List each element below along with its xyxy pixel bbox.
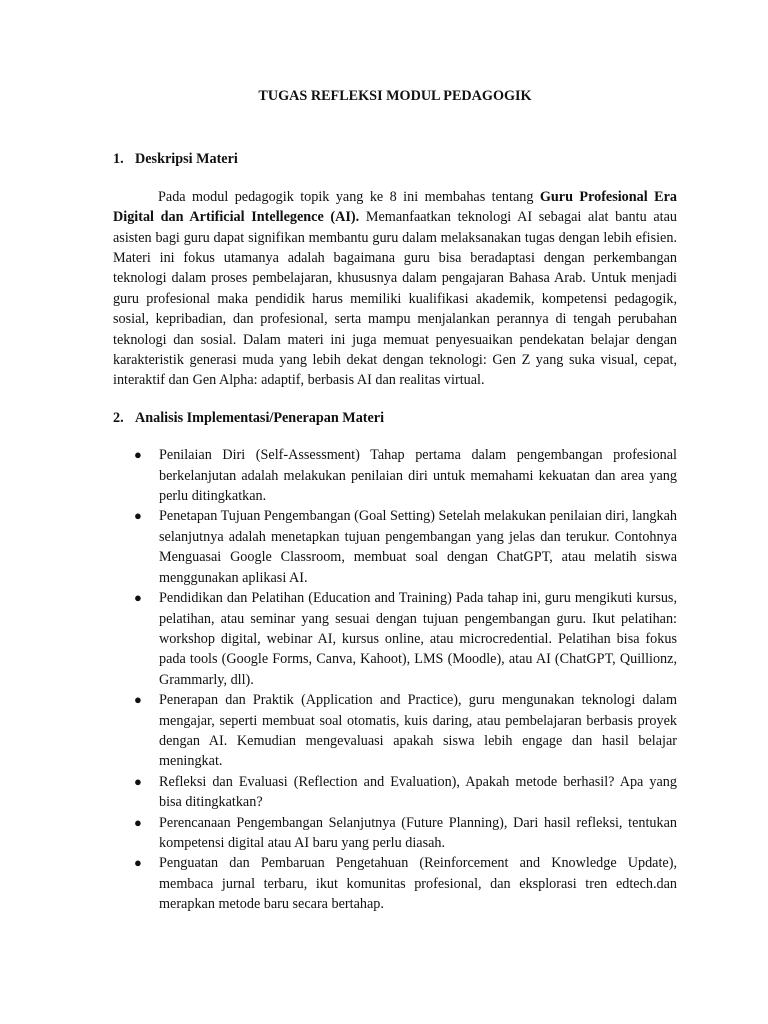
paragraph-intro: Pada modul pedagogik topik yang ke 8 ini membahas tentang (158, 188, 540, 205)
paragraph-body: Memanfaatkan teknologi AI sebagai alat bantu atau asisten bagi guru dapat signifikan membantu guru dalam melaksanakan tugas dengan lebih efisien. Materi ini fokus utamanya adalah bagaimana guru bisa beradaptasi dengan perkembangan teknologi dalam proses pembelajaran, khususnya dalam pengajaran Bahasa Arab. Untuk menjadi guru profesional maka pendidik harus memiliki kualifikasi akademik, kompetensi pedagogik, sosial, kepribadian, dan profesional, serta mampu menjalankan perannya di tengah perubahan teknologi dan sosial. Dalam materi ini juga memuat penyesuaikan pendekatan belajar dengan karakteristik generasi muda yang lebih dekat dengan teknologi: Gen Z yang suka visual, cepat, interaktif dan Gen Alpha: adaptif, berbasis AI dan realitas virtual. (113, 209, 677, 389)
section-2-number: 2. (113, 409, 124, 426)
bullet-icon: ● (134, 590, 142, 606)
list-item-text: Penilaian Diri (Self-Assessment) Tahap pertama dalam pengembangan profesional berkelanjutan adalah melakukan penilaian diri untuk memahami kekuatan dan area yang perlu ditingkatkan. (159, 447, 677, 505)
list-item (113, 690, 677, 772)
section-2-title: Analisis Implementasi/Penerapan Materi (135, 409, 385, 426)
list-item (113, 813, 677, 854)
list-item-text: Pendidikan dan Pelatihan (Education and Training) Pada tahap ini, guru mengikuti kursus, pelatihan, atau seminar yang sesuai dengan tujuan pengembangan guru. Ikut pelatihan: workshop digital, webinar AI, kursus online, atau microcredential. Pelatihan bisa fokus pada tools (Google Forms, Canva, Kahoot), LMS (Moodle), atau AI (ChatGPT, Quillionz, Grammarly, dll). (159, 590, 677, 688)
section-2-bullet-list (113, 445, 677, 914)
list-item-text: Perencanaan Pengembangan Selanjutnya (Future Planning), Dari hasil refleksi, tentukan kompetensi digital atau AI baru yang perlu diasah. (159, 814, 677, 851)
section-1-heading (113, 149, 677, 169)
bullet-icon: ● (134, 692, 142, 708)
list-item (113, 772, 677, 813)
section-1-title: Deskripsi Materi (135, 151, 238, 168)
bullet-icon: ● (134, 447, 142, 463)
bullet-icon: ● (134, 814, 142, 830)
section-2-heading (113, 408, 677, 428)
list-item-text: Penguatan dan Pembaruan Pengetahuan (Reinforcement and Knowledge Update), membaca jurnal terbaru, ikut komunitas profesional, dan eksplorasi tren edtech.dan merapkan metode baru secara bertahap. (159, 855, 677, 913)
list-item-text: Refleksi dan Evaluasi (Reflection and Evaluation), Apakah metode berhasil? Apa yang bisa ditingkatkan? (159, 773, 677, 811)
section-1-paragraph (113, 187, 677, 391)
list-item (113, 853, 677, 914)
bullet-icon: ● (134, 855, 142, 871)
bullet-icon: ● (134, 508, 142, 524)
section-1-number: 1. (113, 151, 124, 168)
paragraph-bold-topic: Guru Profesional Era Digital dan Artificial Intellegence (AI). (113, 188, 677, 226)
list-item-text: Penetapan Tujuan Pengembangan (Goal Setting) Setelah melakukan penilaian diri, langkah selanjutnya adalah menetapkan tujuan pengembangan yang jelas dan terukur. Contohnya Menguasai Google Classroom, membuat soal dengan ChatGPT, atau melatih siswa menggunakan aplikasi AI. (159, 508, 677, 586)
bullet-icon: ● (134, 773, 142, 789)
document-page (113, 86, 677, 915)
list-item (113, 506, 677, 588)
list-item-text: Penerapan dan Praktik (Application and Practice), guru mengunakan teknologi dalam mengajar, seperti membuat soal otomatis, kuis daring, atau pembelajaran berbasis proyek dengan AI. Kemudian mengevaluasi apakah siswa lebih engage dan hasil belajar meningkat. (159, 692, 677, 770)
document-title: TUGAS REFLEKSI MODUL PEDAGOGIK (258, 88, 532, 104)
list-item (113, 588, 677, 690)
list-item (113, 445, 677, 506)
